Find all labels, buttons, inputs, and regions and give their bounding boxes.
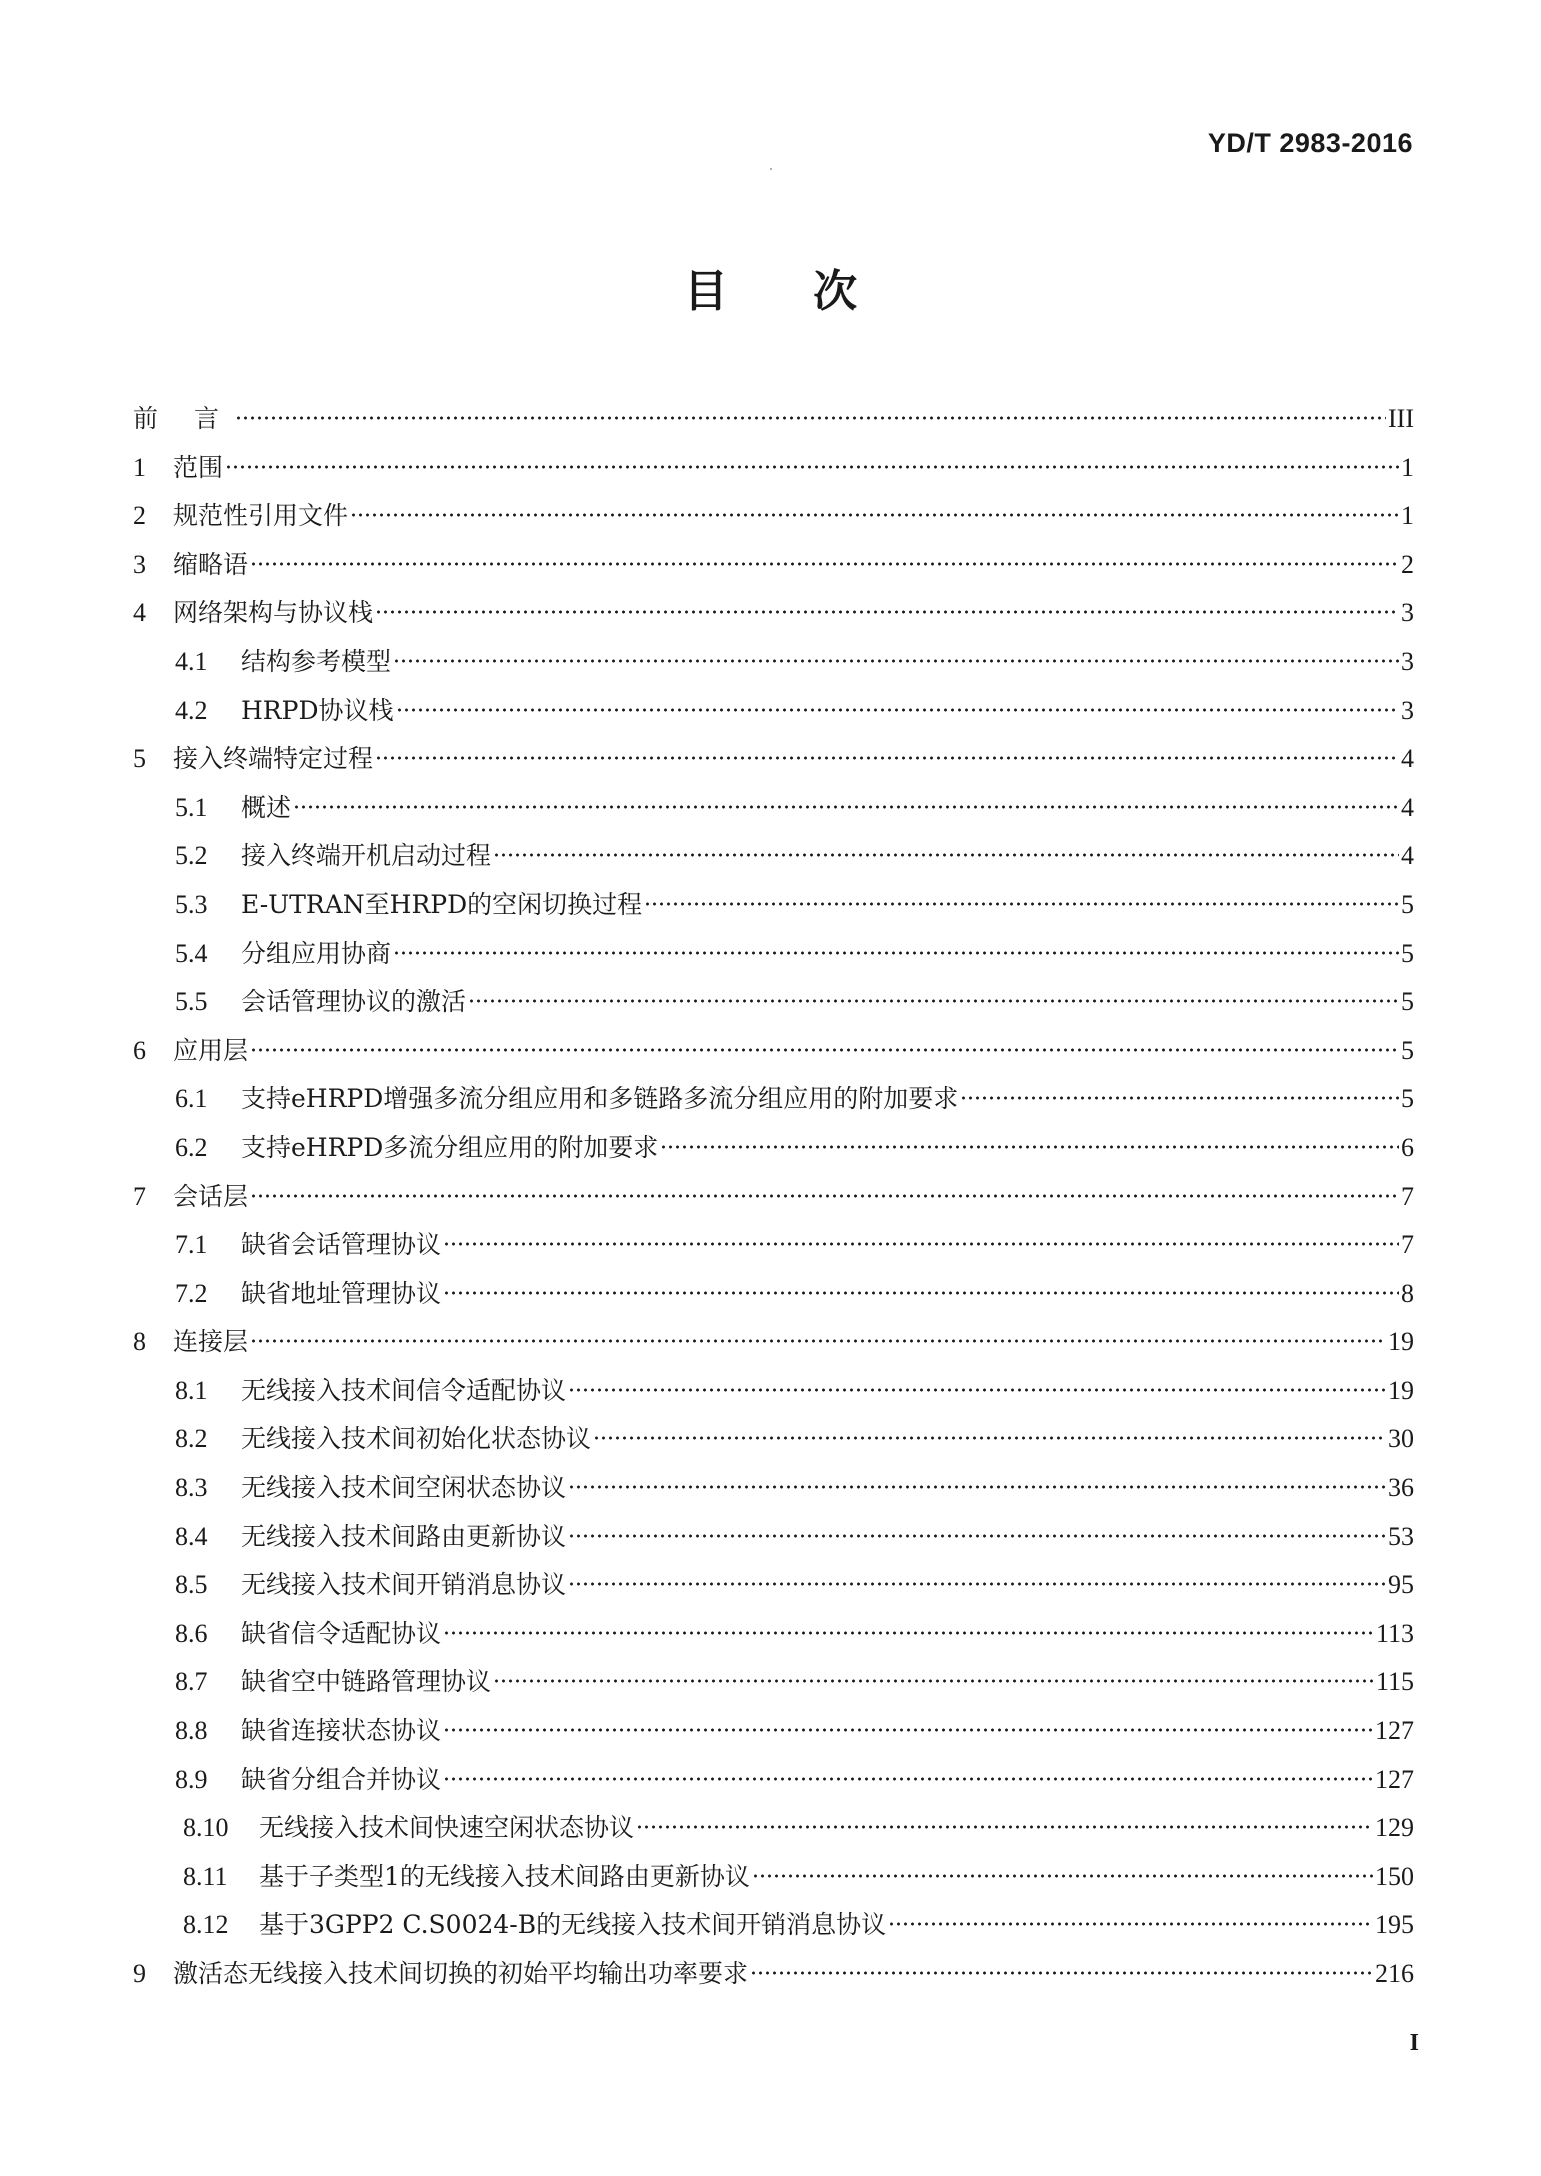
toc-dot-leader <box>225 464 1399 470</box>
toc-entry-number: 2 <box>133 501 146 531</box>
toc-entry[interactable] <box>133 1901 1414 1950</box>
toc-entry[interactable] <box>133 1124 1414 1173</box>
toc-entry-page: 5 <box>1401 987 1414 1017</box>
toc-entry-label: 缺省会话管理协议 <box>241 1230 442 1260</box>
toc-dot-leader <box>393 950 1399 956</box>
toc-entry-label: 缺省分组合并协议 <box>241 1764 442 1794</box>
toc-dot-leader <box>644 901 1399 907</box>
toc-entry-label: 会话管理协议的激活 <box>241 987 467 1017</box>
toc-entry-number: 1 <box>133 452 146 482</box>
toc-entry[interactable] <box>133 832 1414 881</box>
toc-entry-number: 6.1 <box>175 1084 208 1114</box>
toc-entry-number: 4 <box>133 598 146 628</box>
toc-entry-page: 5 <box>1401 889 1414 919</box>
toc-entry[interactable] <box>133 687 1414 736</box>
toc-entry-page: 4 <box>1401 792 1414 822</box>
toc-dot-leader <box>568 1533 1386 1539</box>
toc-entry-page: 127 <box>1375 1716 1414 1746</box>
toc-entry-page: 7 <box>1401 1230 1414 1260</box>
toc-dot-leader <box>750 1970 1373 1976</box>
toc-entry-page: 3 <box>1401 598 1414 628</box>
toc-entry-label: 无线接入技术间空闲状态协议 <box>241 1473 567 1503</box>
toc-entry[interactable] <box>133 1756 1414 1805</box>
toc-entry-number: 5 <box>133 744 146 774</box>
toc-entry[interactable] <box>133 1610 1414 1659</box>
toc-entry-number: 7 <box>133 1181 146 1211</box>
toc-entry-page: 5 <box>1401 1035 1414 1065</box>
toc-entry[interactable] <box>133 395 1414 444</box>
toc-entry-label: 规范性引用文件 <box>173 501 349 531</box>
toc-entry-label: 概述 <box>241 792 292 822</box>
toc-entry-number: 7.2 <box>175 1278 208 1308</box>
toc-entry-page: 129 <box>1375 1813 1414 1843</box>
toc-entry[interactable] <box>133 444 1414 493</box>
toc-entry-page: 113 <box>1375 1618 1414 1648</box>
toc-entry-label: 无线接入技术间路由更新协议 <box>241 1521 567 1551</box>
toc-dot-leader <box>393 658 1399 664</box>
toc-dot-leader <box>443 1241 1399 1247</box>
toc-entry-number: 8.6 <box>175 1618 208 1648</box>
toc-entry-page: 36 <box>1388 1473 1414 1503</box>
toc-entry-number: 4.2 <box>175 695 208 725</box>
toc-entry-label: 基于子类型1的无线接入技术间路由更新协议 <box>259 1861 750 1891</box>
toc-entry[interactable] <box>133 541 1414 590</box>
toc-entry-number: 8.7 <box>175 1667 208 1697</box>
toc-entry-number: 3 <box>133 549 146 579</box>
toc-dot-leader <box>250 1193 1399 1199</box>
toc-entry-label: 会话层 <box>173 1181 249 1211</box>
toc-dot-leader <box>593 1435 1386 1441</box>
scan-speck <box>770 168 772 170</box>
toc-entry-page: 53 <box>1388 1521 1414 1551</box>
toc-entry-number: 8.2 <box>175 1424 208 1454</box>
toc-dot-leader <box>250 561 1399 567</box>
toc-entry-label: 无线接入技术间信令适配协议 <box>241 1375 567 1405</box>
toc-entry-page: 195 <box>1375 1910 1414 1940</box>
toc-entry-number: 8.4 <box>175 1521 208 1551</box>
toc-entry-page: III <box>1388 404 1414 433</box>
toc-entry-number: 5.5 <box>175 987 208 1017</box>
toc-entry[interactable] <box>133 1367 1414 1416</box>
toc-entry-page: 1 <box>1401 501 1414 531</box>
toc-entry[interactable] <box>133 589 1414 638</box>
toc-entry-label: 激活态无线接入技术间切换的初始平均输出功率要求 <box>173 1959 749 1988</box>
toc-entry-page: 1 <box>1401 452 1414 482</box>
toc-entry[interactable] <box>133 735 1414 784</box>
toc-entry-label: 接入终端开机启动过程 <box>241 841 492 871</box>
toc-dot-leader <box>443 1290 1399 1296</box>
toc-entry-number: 6 <box>133 1035 146 1065</box>
toc-dot-leader <box>493 852 1399 858</box>
toc-entry-label: 结构参考模型 <box>241 646 392 676</box>
toc-entry[interactable] <box>133 1658 1414 1707</box>
toc-dot-leader <box>493 1678 1374 1684</box>
toc-entry[interactable] <box>133 1707 1414 1756</box>
toc-dot-leader <box>396 707 1400 713</box>
toc-dot-leader <box>443 1630 1374 1636</box>
toc-entry-label: 前 言 <box>133 404 233 433</box>
toc-entry-number: 8.10 <box>183 1813 229 1843</box>
toc-entry-number: 8.8 <box>175 1716 208 1746</box>
toc-entry-page: 216 <box>1375 1959 1414 1988</box>
toc-entry[interactable] <box>133 1561 1414 1610</box>
toc-entry-page: 2 <box>1401 549 1414 579</box>
toc-entry-label: 无线接入技术间初始化状态协议 <box>241 1424 592 1454</box>
toc-dot-leader <box>293 804 1399 810</box>
toc-entry-number: 8 <box>133 1327 146 1357</box>
toc-entry[interactable] <box>133 1950 1414 1999</box>
toc-dot-leader <box>636 1824 1373 1830</box>
toc-dot-leader <box>468 998 1399 1004</box>
toc-entry-page: 150 <box>1375 1861 1414 1891</box>
toc-entry[interactable] <box>133 1415 1414 1464</box>
toc-entry-page: 3 <box>1401 695 1414 725</box>
toc-entry-label: 无线接入技术间开销消息协议 <box>241 1570 567 1600</box>
toc-entry-number: 8.12 <box>183 1910 229 1940</box>
toc-title: 目 次 <box>683 266 858 317</box>
toc-entry-number: 8.11 <box>183 1861 228 1891</box>
toc-dot-leader <box>568 1387 1386 1393</box>
toc-entry-label: 接入终端特定过程 <box>173 744 374 774</box>
toc-entry-label: 缺省空中链路管理协议 <box>241 1667 492 1697</box>
toc-dot-leader <box>350 512 1399 518</box>
toc-entry-number: 8.1 <box>175 1375 208 1405</box>
toc-dot-leader <box>660 1144 1399 1150</box>
toc-entry-page: 3 <box>1401 646 1414 676</box>
toc-entry-label: 缺省连接状态协议 <box>241 1716 442 1746</box>
table-of-contents <box>133 395 1414 1999</box>
toc-entry-page: 127 <box>1375 1764 1414 1794</box>
toc-dot-leader <box>375 755 1399 761</box>
toc-entry-number: 8.9 <box>175 1764 208 1794</box>
toc-entry-number: 8.3 <box>175 1473 208 1503</box>
toc-entry-label: 基于3GPP2 C.S0024-B的无线接入技术间开销消息协议 <box>259 1910 887 1940</box>
toc-dot-leader <box>568 1581 1386 1587</box>
toc-entry[interactable] <box>133 1513 1414 1562</box>
toc-entry-label: 支持eHRPD多流分组应用的附加要求 <box>241 1132 659 1162</box>
toc-entry-label: 缺省地址管理协议 <box>241 1278 442 1308</box>
toc-entry[interactable] <box>133 930 1414 979</box>
toc-entry-label: E-UTRAN至HRPD的空闲切换过程 <box>241 889 643 919</box>
toc-entry[interactable] <box>133 978 1414 1027</box>
toc-entry-page: 4 <box>1401 841 1414 871</box>
toc-entry-label: HRPD协议栈 <box>241 695 394 725</box>
toc-entry[interactable] <box>133 1027 1414 1076</box>
toc-dot-leader <box>235 415 1386 421</box>
toc-entry[interactable] <box>133 1221 1414 1270</box>
toc-dot-leader <box>250 1047 1399 1053</box>
toc-entry[interactable] <box>133 1270 1414 1319</box>
toc-dot-leader <box>443 1727 1373 1733</box>
toc-dot-leader <box>375 609 1399 615</box>
toc-dot-leader <box>888 1921 1373 1927</box>
toc-entry[interactable] <box>133 1318 1414 1367</box>
toc-dot-leader <box>960 1095 1399 1101</box>
toc-entry-page: 8 <box>1401 1278 1414 1308</box>
toc-entry-page: 5 <box>1401 938 1414 968</box>
toc-entry-number: 8.5 <box>175 1570 208 1600</box>
toc-entry-label: 连接层 <box>173 1327 249 1357</box>
toc-entry-number: 6.2 <box>175 1132 208 1162</box>
toc-entry-number: 5.1 <box>175 792 208 822</box>
toc-entry-page: 7 <box>1401 1181 1414 1211</box>
toc-entry-page: 4 <box>1401 744 1414 774</box>
toc-entry[interactable] <box>133 492 1414 541</box>
page-number: I <box>1409 2030 1419 2056</box>
toc-entry-label: 分组应用协商 <box>241 938 392 968</box>
toc-entry-page: 6 <box>1401 1132 1414 1162</box>
toc-entry-page: 19 <box>1388 1375 1414 1405</box>
toc-entry-page: 95 <box>1388 1570 1414 1600</box>
toc-dot-leader <box>752 1873 1373 1879</box>
toc-dot-leader <box>250 1338 1386 1344</box>
toc-entry-label: 应用层 <box>173 1035 249 1065</box>
toc-entry[interactable] <box>133 1464 1414 1513</box>
toc-dot-leader <box>568 1484 1386 1490</box>
toc-entry[interactable] <box>133 1075 1414 1124</box>
toc-entry-page: 19 <box>1388 1327 1414 1357</box>
document-code: YD/T 2983-2016 <box>1207 128 1413 158</box>
toc-entry[interactable] <box>133 1173 1414 1222</box>
toc-entry-page: 30 <box>1388 1424 1414 1454</box>
toc-entry[interactable] <box>133 881 1414 930</box>
toc-entry-number: 9 <box>133 1959 146 1988</box>
toc-entry[interactable] <box>133 638 1414 687</box>
toc-dot-leader <box>443 1776 1373 1782</box>
toc-entry[interactable] <box>133 1804 1414 1853</box>
toc-entry-number: 4.1 <box>175 646 208 676</box>
toc-entry-number: 5.2 <box>175 841 208 871</box>
toc-entry-number: 7.1 <box>175 1230 208 1260</box>
toc-entry-label: 无线接入技术间快速空闲状态协议 <box>259 1813 635 1843</box>
toc-entry-number: 5.3 <box>175 889 208 919</box>
toc-entry-label: 缺省信令适配协议 <box>241 1618 442 1648</box>
toc-entry[interactable] <box>133 1853 1414 1902</box>
toc-entry-label: 缩略语 <box>173 549 249 579</box>
toc-entry-label: 网络架构与协议栈 <box>173 598 374 628</box>
toc-entry[interactable] <box>133 784 1414 833</box>
toc-entry-label: 支持eHRPD增强多流分组应用和多链路多流分组应用的附加要求 <box>241 1084 959 1114</box>
toc-entry-label: 范围 <box>173 452 224 482</box>
toc-entry-page: 5 <box>1401 1084 1414 1114</box>
toc-entry-page: 115 <box>1375 1667 1414 1697</box>
toc-entry-number: 5.4 <box>175 938 208 968</box>
